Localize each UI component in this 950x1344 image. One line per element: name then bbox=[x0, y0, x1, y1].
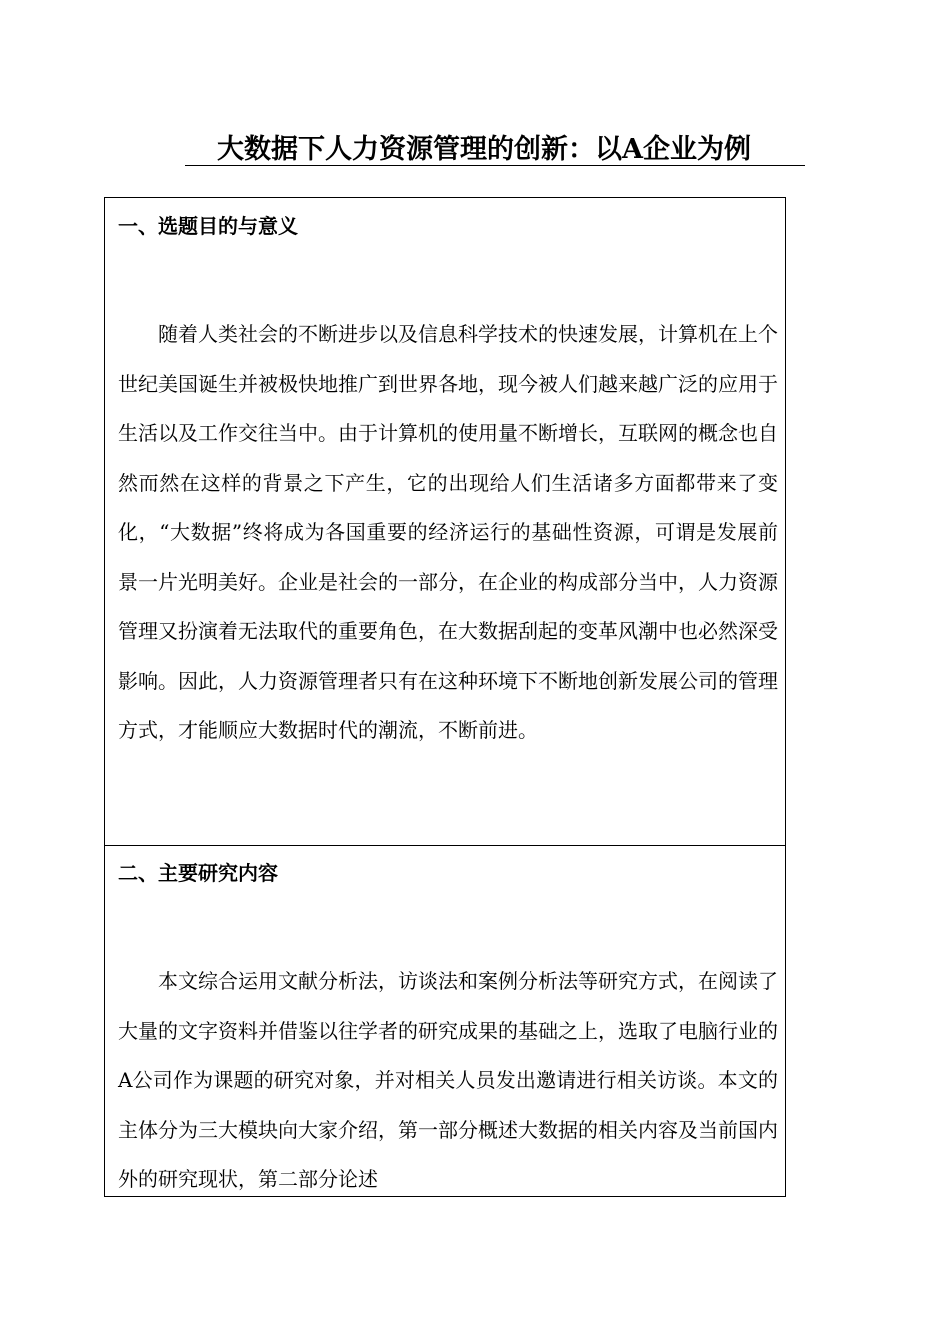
section-paragraph: 随着人类社会的不断进步以及信息科学技术的快速发展，计算机在上个世纪美国诞生并被极快地推广到世界各地，现今被人们越来越广泛的应用于生活以及工作交往当中。由于计算机的使用量不断增长，互联网的概念也自然而然在这样的背景之下产生，它的出现给人们生活诸多方面都带来了变化，“大数据”终将成为各国重要的经济运行的基础性资源，可谓是发展前景一片光明美好。企业是社会的一部分，在企业的构成部分当中，人力资源管理又扮演着无法取代的重要角色，在大数据刮起的变革风潮中也必然深受影响。因此，人力资源管理者只有在这种环境下不断地创新发展公司的管理方式，才能顺应大数据时代的潮流，不断前进。 bbox=[118, 322, 778, 742]
section-heading: 二、主要研究内容 bbox=[118, 861, 278, 885]
section-purpose bbox=[118, 212, 778, 756]
table-row-divider bbox=[105, 845, 785, 846]
document-title: 大数据下人力资源管理的创新：以A企业为例 bbox=[185, 134, 805, 166]
content-table bbox=[104, 197, 786, 1197]
section-heading: 一、选题目的与意义 bbox=[118, 214, 298, 238]
section-paragraph: 本文综合运用文献分析法，访谈法和案例分析法等研究方式，在阅读了大量的文字资料并借鉴以往学者的研究成果的基础之上，选取了电脑行业的A公司作为课题的研究对象，并对相关人员发出邀请进行相关访谈。本文的主体分为三大模块向大家介绍，第一部分概述大数据的相关内容及当前国内外的研究现状，第二部分论述 bbox=[118, 969, 778, 1191]
section-research-content bbox=[118, 859, 778, 1205]
